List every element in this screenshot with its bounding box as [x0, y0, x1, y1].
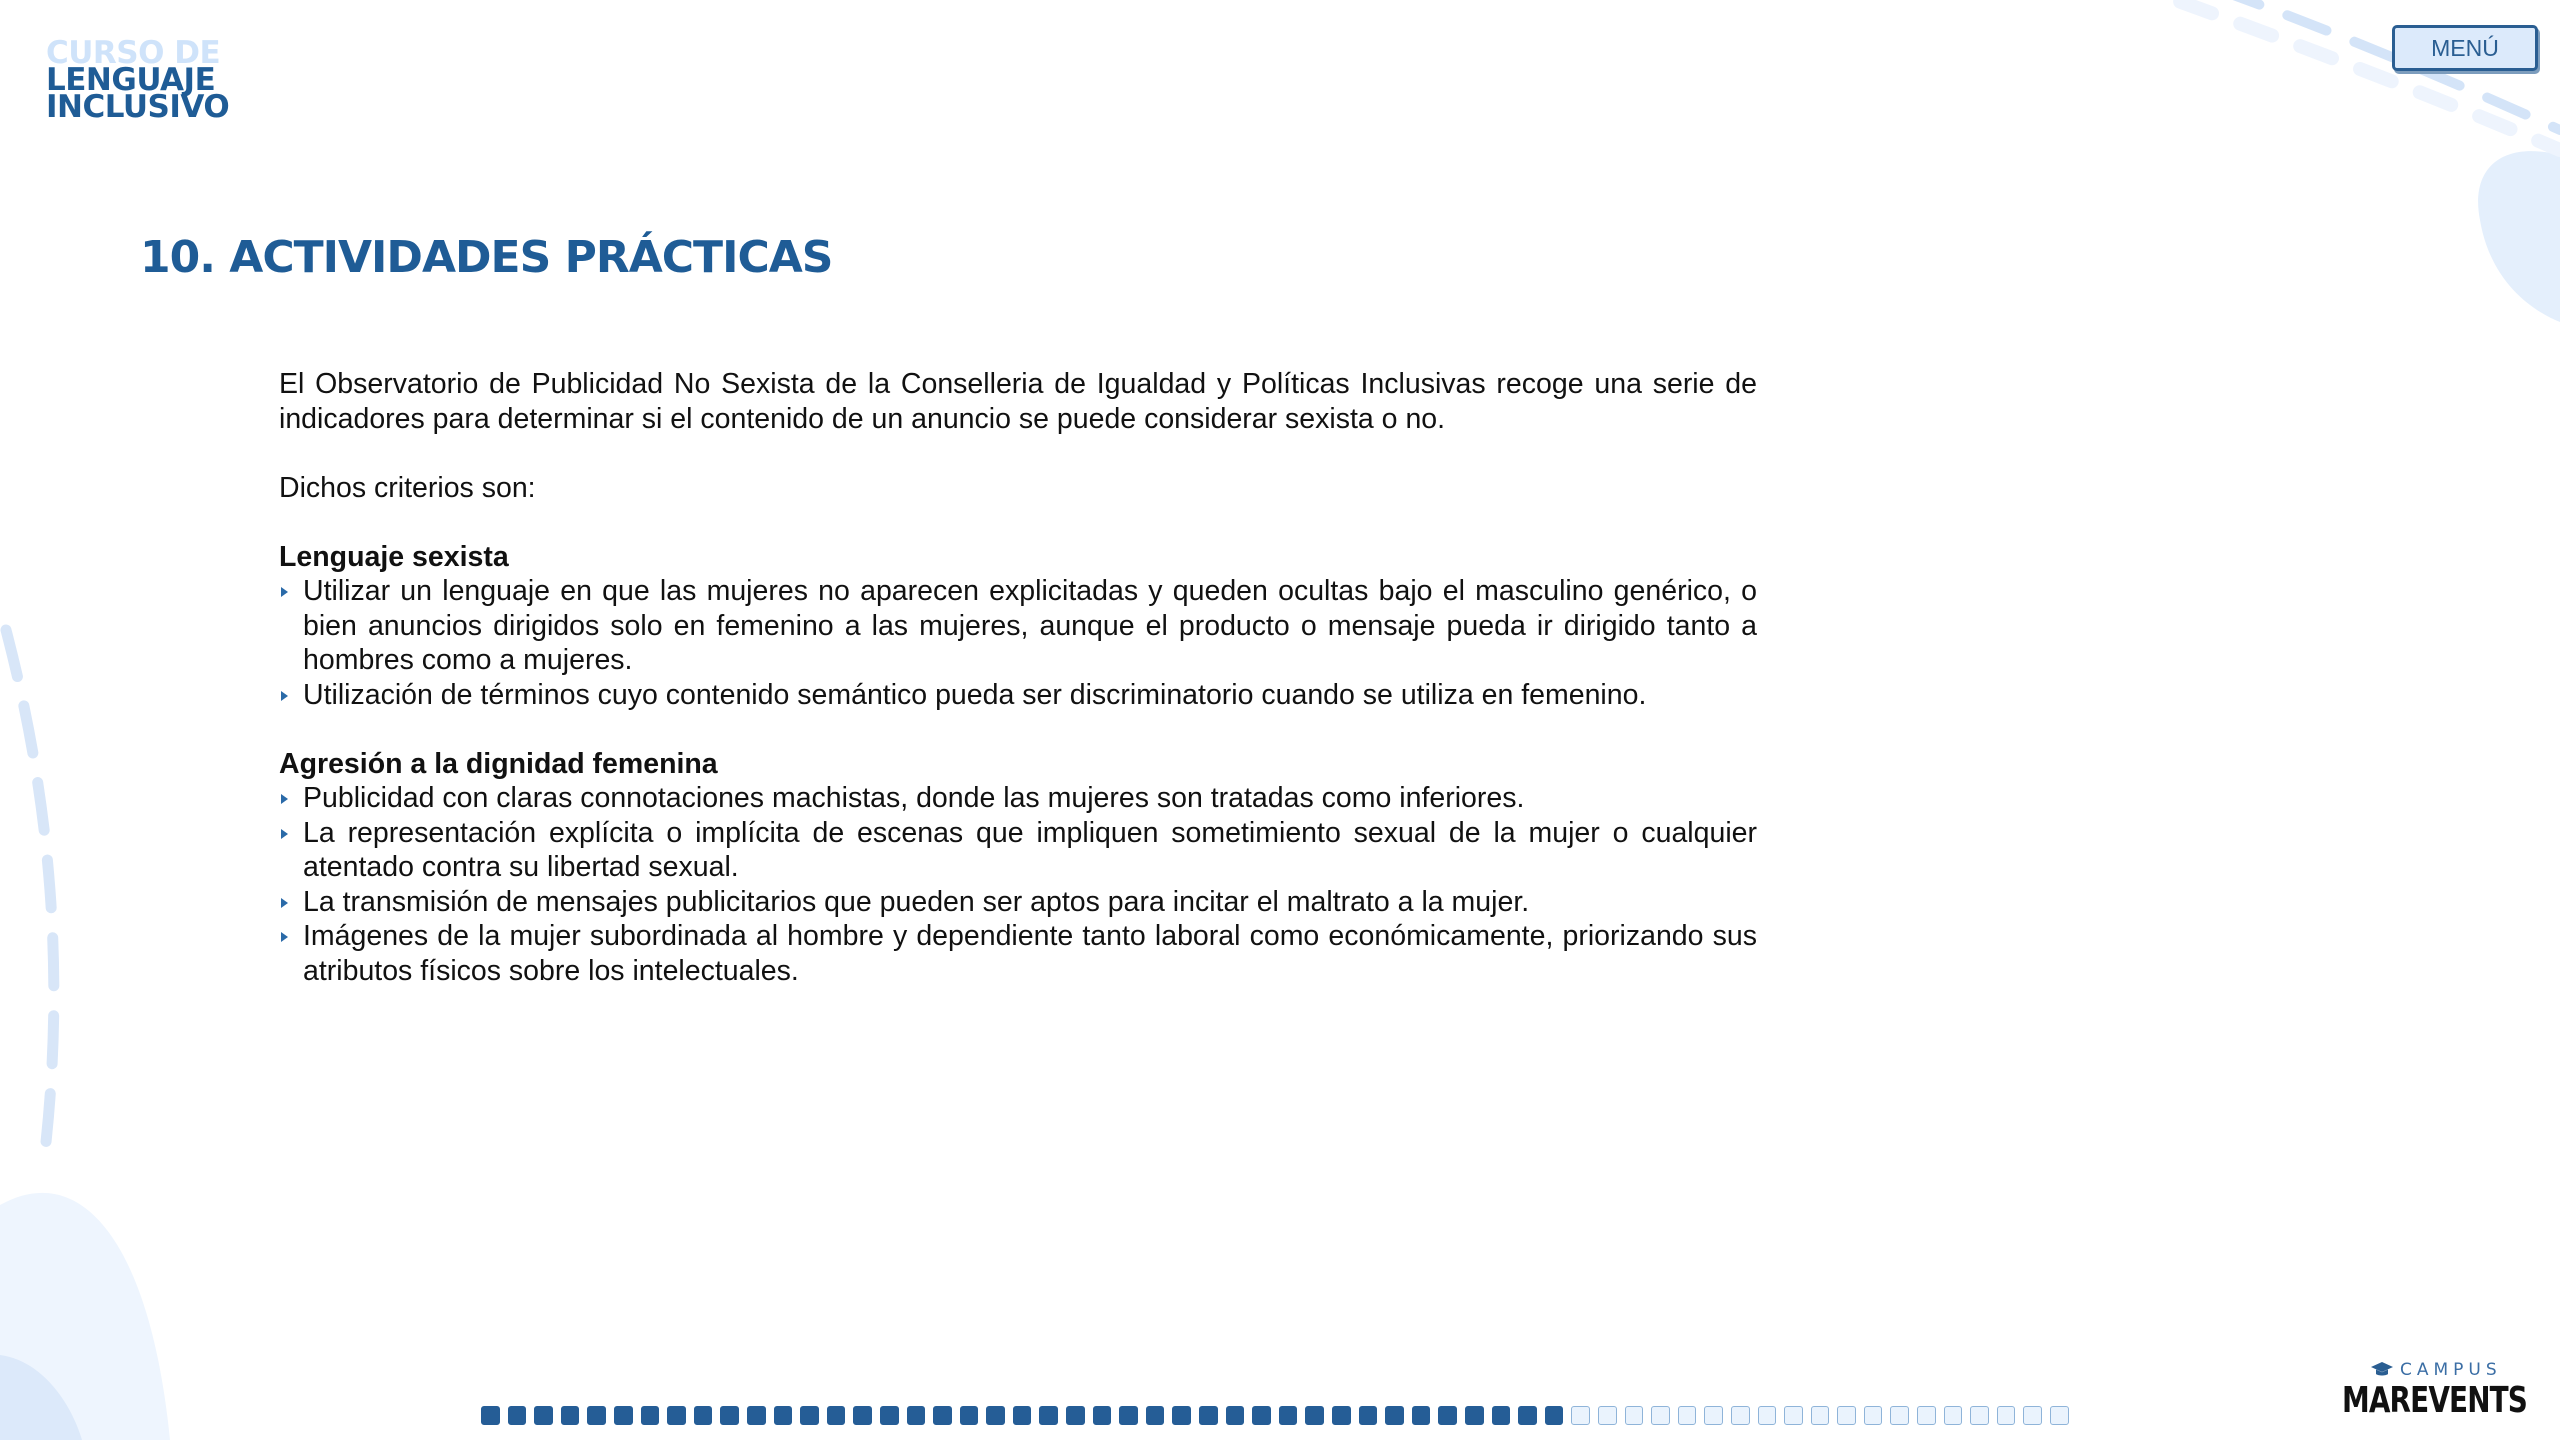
progress-square-13 [800, 1406, 819, 1425]
progress-square-10 [720, 1406, 739, 1425]
list-item [279, 885, 1757, 920]
progress-square-24 [1093, 1406, 1112, 1425]
progress-square-8 [667, 1406, 686, 1425]
progress-square-39 [1492, 1406, 1511, 1425]
progress-square-12 [774, 1406, 793, 1425]
progress-square-22 [1039, 1406, 1058, 1425]
progress-square-35 [1385, 1406, 1404, 1425]
main-content [279, 367, 1757, 988]
progress-square-53 [1864, 1406, 1883, 1425]
progress-square-1 [481, 1406, 500, 1425]
triangle-bullet-icon [281, 794, 288, 804]
intro-paragraph: El Observatorio de Publicidad No Sexista de la Conselleria de Igualdad y Políticas Inclusivas recoge una serie de indicadores para determinar si el contenido de un anuncio se puede considerar sexista o no. [279, 368, 1757, 435]
progress-square-37 [1438, 1406, 1457, 1425]
progress-square-59 [2023, 1406, 2042, 1425]
progress-square-29 [1226, 1406, 1245, 1425]
graduation-cap-icon [2370, 1360, 2394, 1380]
list-item-text: Utilización de términos cuyo contenido semántico pueda ser discriminatorio cuando se utiliza en femenino. [303, 678, 1647, 711]
progress-square-27 [1172, 1406, 1191, 1425]
progress-square-56 [1944, 1406, 1963, 1425]
progress-square-19 [960, 1406, 979, 1425]
progress-square-45 [1651, 1406, 1670, 1425]
brand-name-label: MAREVENTS [2342, 1380, 2527, 1421]
progress-square-44 [1625, 1406, 1644, 1425]
triangle-bullet-icon [281, 829, 288, 839]
progress-square-34 [1359, 1406, 1378, 1425]
progress-square-20 [986, 1406, 1005, 1425]
progress-square-41 [1545, 1406, 1564, 1425]
list-item [279, 919, 1757, 988]
progress-square-18 [933, 1406, 952, 1425]
triangle-bullet-icon [281, 932, 288, 942]
list-item-text: La transmisión de mensajes publicitarios que pueden ser aptos para incitar el maltrato a la mujer. [303, 885, 1530, 918]
progress-square-16 [880, 1406, 899, 1425]
course-logo-line1: CURSO DE [46, 35, 221, 71]
course-logo [46, 35, 230, 125]
list-item [279, 816, 1757, 885]
progress-square-7 [641, 1406, 660, 1425]
progress-square-57 [1970, 1406, 1989, 1425]
progress-square-49 [1758, 1406, 1777, 1425]
progress-square-50 [1784, 1406, 1803, 1425]
progress-square-46 [1678, 1406, 1697, 1425]
criteria-intro: Dichos criterios son: [279, 471, 536, 504]
section-heading-lenguaje-sexista: Lenguaje sexista [279, 540, 509, 573]
campus-marevents-logo [2340, 1358, 2530, 1421]
list-item-text: Imágenes de la mujer subordinada al hombre y dependiente tanto laboral como económicamente, priorizando sus atributos físicos sobre los intelectuales. [303, 920, 1757, 987]
progress-square-32 [1305, 1406, 1324, 1425]
progress-square-3 [534, 1406, 553, 1425]
progress-square-60 [2050, 1406, 2069, 1425]
page-title: 10. ACTIVIDADES PRÁCTICAS [140, 232, 833, 283]
progress-square-21 [1013, 1406, 1032, 1425]
progress-square-51 [1811, 1406, 1830, 1425]
triangle-bullet-icon [281, 691, 288, 701]
progress-square-54 [1890, 1406, 1909, 1425]
progress-square-40 [1518, 1406, 1537, 1425]
menu-button[interactable]: MENÚ [2392, 25, 2538, 71]
progress-square-28 [1199, 1406, 1218, 1425]
progress-square-55 [1917, 1406, 1936, 1425]
triangle-bullet-icon [281, 587, 288, 597]
progress-square-5 [587, 1406, 606, 1425]
progress-square-2 [508, 1406, 527, 1425]
progress-square-17 [907, 1406, 926, 1425]
progress-square-30 [1252, 1406, 1271, 1425]
progress-square-23 [1066, 1406, 1085, 1425]
progress-square-4 [561, 1406, 580, 1425]
list-item [279, 781, 1757, 816]
progress-square-26 [1146, 1406, 1165, 1425]
triangle-bullet-icon [281, 898, 288, 908]
list-item [279, 574, 1757, 678]
progress-square-11 [747, 1406, 766, 1425]
progress-square-48 [1731, 1406, 1750, 1425]
page-progress-indicator [481, 1406, 2069, 1425]
progress-square-33 [1332, 1406, 1351, 1425]
list-item-text: Utilizar un lenguaje en que las mujeres no aparecen explicitadas y queden ocultas bajo el masculino genérico, o bien anuncios dirigidos solo en femenino a las mujeres, aunque el producto o mensaje pueda ir dirigido tanto a hombres como a mujeres. [303, 575, 1757, 676]
progress-square-6 [614, 1406, 633, 1425]
progress-square-52 [1837, 1406, 1856, 1425]
list-item-text: La representación explícita o implícita de escenas que impliquen sometimiento sexual de la mujer o cualquier atentado contra su libertad sexual. [303, 816, 1757, 883]
progress-square-58 [1997, 1406, 2016, 1425]
progress-square-25 [1119, 1406, 1138, 1425]
progress-square-47 [1704, 1406, 1723, 1425]
course-logo-line2: LENGUAJE [46, 62, 216, 98]
section-heading-agresion-dignidad: Agresión a la dignidad femenina [279, 747, 718, 780]
progress-square-43 [1598, 1406, 1617, 1425]
progress-square-36 [1412, 1406, 1431, 1425]
brand-campus-label: CAMPUS [2400, 1360, 2502, 1380]
progress-square-15 [853, 1406, 872, 1425]
progress-square-31 [1279, 1406, 1298, 1425]
bullet-list-agresion-dignidad [279, 781, 1757, 988]
progress-square-38 [1465, 1406, 1484, 1425]
progress-square-14 [827, 1406, 846, 1425]
progress-square-42 [1571, 1406, 1590, 1425]
course-logo-line3: INCLUSIVO [46, 89, 230, 125]
progress-square-9 [694, 1406, 713, 1425]
list-item [279, 678, 1757, 713]
list-item-text: Publicidad con claras connotaciones machistas, donde las mujeres son tratadas como inferiores. [303, 782, 1525, 814]
bullet-list-lenguaje-sexista [279, 574, 1757, 712]
